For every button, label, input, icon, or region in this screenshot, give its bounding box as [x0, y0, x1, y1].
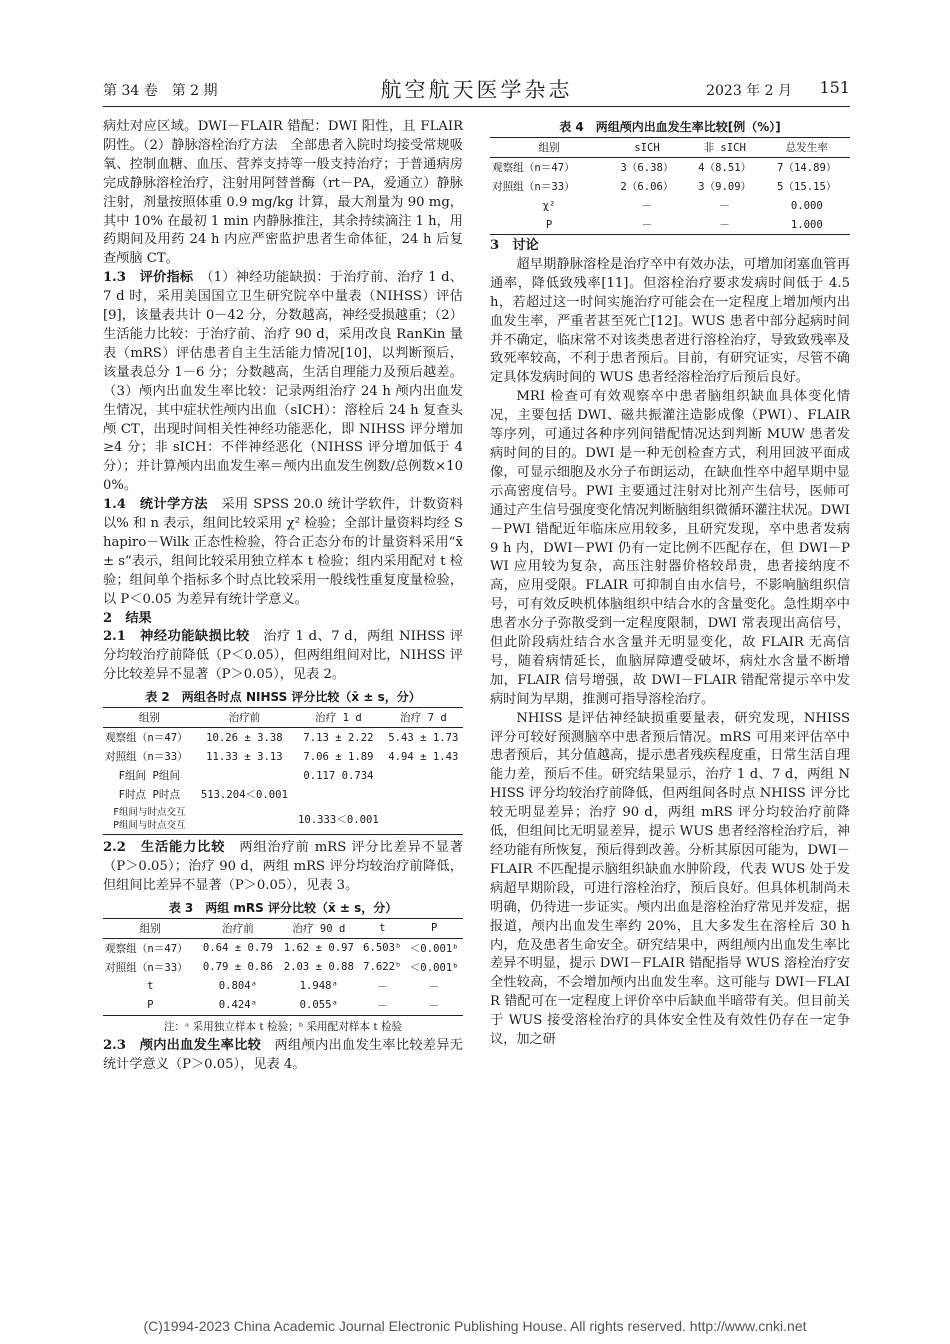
table-cell: 1.000: [790, 218, 823, 231]
section-3-heading: 3 讨论: [490, 238, 539, 253]
table-cell: 1.62 ± 0.97: [283, 942, 354, 955]
table-cell: 7.622ᵇ: [363, 961, 402, 974]
table-3-caption: 表 3 两组 mRS 评分比较（x̄ ± s，分）: [168, 900, 398, 915]
table-cell: 3（9.09）: [698, 181, 752, 193]
table-cell: P: [545, 218, 553, 231]
table-cell: 0.804ᵃ: [218, 980, 258, 993]
table-cell: 对照组（n＝33）: [105, 751, 188, 764]
journal-title: 航空航天医学杂志: [380, 78, 573, 102]
table-row: [103, 938, 463, 958]
section-2-2-body: 两组治疗前 mRS 评分比差异不显著（P＞0.05）；治疗 90 d，两组 mRS 评分均较治疗前降低，但组间比差异不显著（P＞0.05），见表 3。: [103, 840, 464, 893]
table-header: 组别: [138, 712, 160, 725]
table-4-caption: 表 4 两组颅内出血发生率比较[例（%）]: [559, 120, 781, 134]
table-header: sICH: [634, 141, 660, 154]
issue-date: 2023 年 2 月: [706, 83, 792, 99]
table-row: [103, 977, 463, 996]
section-2-heading: 2 结果: [103, 610, 152, 626]
table-cell: 0.64 ± 0.79: [202, 942, 274, 955]
table-row: [103, 958, 463, 977]
copyright-footer: (C)1994-2023 China Academic Journal Electronic Publishing House. All rights reserved. http://www.cnki.net: [143, 1318, 807, 1334]
table-cell: 观察组（n＝47）: [492, 162, 575, 174]
table-cell: χ²: [542, 199, 556, 212]
table-4: [490, 137, 850, 235]
table-header: 治疗 7 d: [400, 712, 447, 725]
table-cell: 0.424ᵃ: [218, 999, 258, 1012]
discussion-paragraph-2: MRI 检查可有效观察卒中患者脑组织缺血具体变化情况，主要包括 DWI、磁共振灌注造影成像（PWI）、FLAIR 等序列，可通过各种序列间错配情况达到判断 MUW 患者发病时间的目的。DWI 是一种无创检查方式，利用回波平面成像，可显示细胞及水分子布朗运动，在缺血性卒中超早期中显示高密度信号。PWI 主要通过注射对比剂产生信号，医师可通过产生信号强度变化情况判断脑组织微循环灌注状况。DWI－PWI 错配近年临床应用较多，且研究发现，卒中患者发病 9 h 内，DWI－PWI 仍有一定比例不匹配存在，但 DWI－PWI 应用较为复杂，高压注射器价格较昂贵，患者接纳度不高，应用受限。FLAIR 可抑制自由水信号，不影响脑组织信号，可有效反映机体脑组织中结合水的含量变化。急性期卒中患者水分子弥散受到一定程度限制，DWI 常表现出高信号，但此阶段病灶结合水含量并无明显变化，故 FLAIR 无高信号，随着病情延长，血脑屏障遭受破坏，病灶水含量不断增加，FLAIR 信号增强，故 DWI－FLAIR 错配常提示卒中发病时间为早期，推测可指导溶栓治疗。: [490, 389, 850, 707]
page-number: 151: [819, 78, 850, 97]
table-header: 总发生率: [785, 142, 828, 154]
table-cell: 6.503ᵇ: [363, 942, 402, 955]
table-row: [103, 804, 463, 835]
table-cell: ＜0.001ᵇ: [409, 942, 459, 955]
table-cell: 11.33 ± 3.13: [206, 750, 283, 763]
table-cell: －: [428, 999, 440, 1012]
table-cell: 2.03 ± 0.88: [283, 961, 354, 974]
table-header: 非 sICH: [703, 142, 746, 154]
section-2-1-heading: 2.1 神经功能缺损比较: [103, 629, 250, 645]
table-cell: 4.94 ± 1.43: [388, 750, 459, 763]
table-cell: －: [641, 219, 653, 231]
table-row: [103, 728, 463, 748]
table-cell: －: [719, 200, 730, 212]
volume-info: 第 34 卷 第 2 期: [103, 83, 218, 99]
table-header: t: [379, 922, 386, 935]
paragraph-treatment-method: 病灶对应区域。DWI－FLAIR 错配：DWI 阳性，且 FLAIR 阴性。（2）静脉溶栓治疗方法 全部患者入院时均接受常规吸氧、控制血糖、血压、营养支持等一般支持治疗；于普通病房完成静脉溶栓治疗，注射用阿替普酶（rt－PA，爱通立）静脉注射，剂量按照体重 0.9 mg/kg 计算，最大剂量为 90 mg，其中 10% 在最初 1 min 内静脉推注，其余持续滴注 1 h，用药期间及用药 24 h 内应严密监护患者生命体征，24 h 后复查颅脑 CT。: [103, 119, 463, 267]
section-1-4-heading: 1.4 统计学方法: [103, 497, 208, 513]
table-cell: －: [428, 980, 440, 993]
table-cell: 7（14.89）: [777, 162, 837, 174]
table-3-note: 注：ᵃ 采用独立样本 t 检验；ᵇ 采用配对样本 t 检验: [163, 1020, 403, 1033]
section-2-1-body: 治疗 1 d、7 d，两组 NIHSS 评分均较治疗前降低（P＜0.05），但两组组间对比，NIHSS 评分比较差异不显著（P＞0.05），见表 2。: [103, 629, 464, 683]
table-row: [490, 177, 850, 196]
section-1-4-body: 采用 SPSS 20.0 统计学软件，计数资料以% 和 n 表示，组间比较采用 χ² 检验；全部计量资料均经 Shapiro－Wilk 正态性检验，符合正态分布的计量资料采用“x̄ ± s”表示，组间比较采用独立样本 t 检验；组内采用配对 t 检验；组间单个指标多个时点比较采用一般线性重复度量检验，以 P＜0.05 为差异有统计学意义。: [103, 497, 463, 607]
discussion-paragraph-3: NHISS 是评估神经缺损重要量表，研究发现，NHISS 评分可较好预测脑卒中患者预后情况。mRS 可用来评估卒中患者预后，其分值越高，提示患者残疾程度重，日常生活自理能力差，预后不佳。研究结果显示，治疗 1 d、7 d，两组 NHISS 评分均较治疗前降低，但两组间各时点 NHISS 评分比较无明显差异；治疗 90 d，两组 mRS 评分均较治疗前降低，但组间比无明显差异，提示 WUS 患者经溶栓治疗后，神经功能有所恢复，预后得到改善。分析其原因可能为，DWI－FLAIR 不匹配提示脑组织缺血水肿阶段，代表 WUS 处于发病超早期阶段，可进行溶栓治疗，预后良好。但具体机制尚未明确，仍待进一步证实。颅内出血是溶栓治疗常见并发症，据报道，颅内出血发生率约 20%，且大多发生在溶栓后 30 h 内，危及患者生命安全。研究结果中，两组颅内出血发生率比差异不明显，提示 DWI－FLAIR 错配指导 WUS 溶栓治疗安全性较高，不会增加颅内出血发生率。这可能与 DWI－FLAIR 错配可在一定程度上评价卒中后缺血半暗带有关。但目前关于 WUS 接受溶栓治疗的具体安全性及有效性仍存在一定争议，加之研: [490, 710, 850, 1048]
table-cell: 10.26 ± 3.38: [206, 731, 283, 744]
section-1-3-heading: 1.3 评价指标: [103, 270, 194, 286]
table-header: 治疗 90 d: [292, 922, 346, 935]
table-cell: P组间与时点交互: [113, 820, 186, 832]
table-cell: 4（8.51）: [698, 162, 752, 174]
table-header: 治疗 1 d: [315, 712, 362, 725]
table-row: [490, 196, 850, 215]
table-cell: －: [376, 999, 388, 1012]
table-cell: t: [147, 980, 154, 993]
table-cell: －: [376, 980, 388, 993]
table-cell: F时点 P时点: [118, 789, 181, 802]
table-cell: 2（6.06）: [620, 181, 674, 193]
table-3: [103, 918, 463, 1016]
table-cell: 观察组（n＝47）: [105, 732, 188, 745]
table-cell: 5（15.15）: [777, 181, 837, 193]
table-cell: 513.204＜0.001: [200, 789, 288, 802]
table-cell: F组间 P组间: [118, 770, 181, 783]
table-cell: －: [719, 219, 730, 231]
table-cell: 0.117 0.734: [303, 769, 374, 782]
table-2: [103, 707, 463, 835]
table-cell: 5.43 ± 1.73: [388, 731, 459, 744]
table-cell: 0.79 ± 0.86: [202, 961, 274, 974]
left-column: [103, 118, 463, 1075]
table-cell: 1.948ᵃ: [299, 980, 338, 993]
right-column: [490, 118, 850, 1050]
table-cell: 0.055ᵃ: [299, 999, 338, 1012]
table-row: [103, 747, 463, 766]
table-row: [490, 158, 850, 178]
table-row: [103, 766, 463, 785]
table-2-caption: 表 2 两组各时点 NIHSS 评分比较（x̄ ± s，分）: [145, 690, 421, 705]
section-1-3-body: （1）神经功能缺损：于治疗前、治疗 1 d、7 d 时，采用美国国立卫生研究院卒中量表（NIHSS）评估[9]，该量表共计 0－42 分，分数越高，神经受损越重；（2）生活能力比较：于治疗前、治疗 90 d，采用改良 RanKin 量表（mRS）评估患者自主生活能力情况[10]，以判断预后，该量表总分 1－6 分；分数越高，生活自理能力及预后越差。（3）颅内出血发生率比较：记录两组治疗 24 h 颅内出血发生情况，其中症状性颅内出血（sICH）：溶栓后 24 h 复查头颅 CT，出现时间相关性神经功能恶化，即 NIHSS 评分增加≥4 分；非 sICH：不伴神经恶化（NIHSS 评分增加低于 4 分）；并计算颅内出血发生率＝颅内出血发生例数/总例数×100%。: [103, 270, 463, 494]
table-row: [103, 785, 463, 804]
table-header: P: [430, 922, 438, 935]
table-cell: 7.13 ± 2.22: [303, 731, 374, 744]
table-row: [490, 215, 850, 235]
table-row: [103, 996, 463, 1016]
section-2-3-heading: 2.3 颅内出血发生率比较: [103, 1037, 262, 1053]
table-cell: ＜0.001ᵇ: [409, 961, 459, 974]
table-header: 治疗前: [222, 922, 254, 935]
table-cell: 3（6.38）: [620, 162, 674, 174]
table-header: 组别: [538, 142, 560, 154]
section-2-2-heading: 2.2 生活能力比较: [103, 840, 226, 856]
table-cell: 10.333＜0.001: [298, 813, 379, 826]
table-cell: －: [641, 200, 653, 212]
table-header: 治疗前: [228, 712, 261, 725]
table-cell: 对照组（n＝33）: [492, 181, 575, 193]
table-cell: F组间与时点交互: [113, 807, 186, 819]
page-header: [103, 72, 850, 107]
table-cell: 对照组（n＝33）: [105, 961, 188, 974]
table-header: 组别: [139, 922, 161, 935]
table-cell: 观察组（n＝47）: [105, 942, 188, 955]
table-cell: P: [147, 999, 154, 1012]
discussion-paragraph-1: 超早期静脉溶栓是治疗卒中有效办法，可增加闭塞血管再通率，降低致残率[11]。但溶栓治疗要求发病时间低于 4.5 h，若超过这一时间实施治疗可能会在一定程度上增加颅内出血发生率，严重者甚至死亡[12]。WUS 患者中部分起病时间并不确定，临床常不对该类患者进行溶栓治疗，导致致残率及致死率较高，不利于患者预后。目前，有研究证实，尽管不确定具体发病时间的 WUS 患者经溶栓治疗后预后良好。: [490, 256, 850, 386]
table-cell: 0.000: [790, 199, 823, 212]
section-2-3-body: 两组颅内出血发生率比较差异无统计学意义（P＞0.05），见表 4。: [103, 1037, 463, 1072]
table-cell: 7.06 ± 1.89: [303, 750, 374, 763]
